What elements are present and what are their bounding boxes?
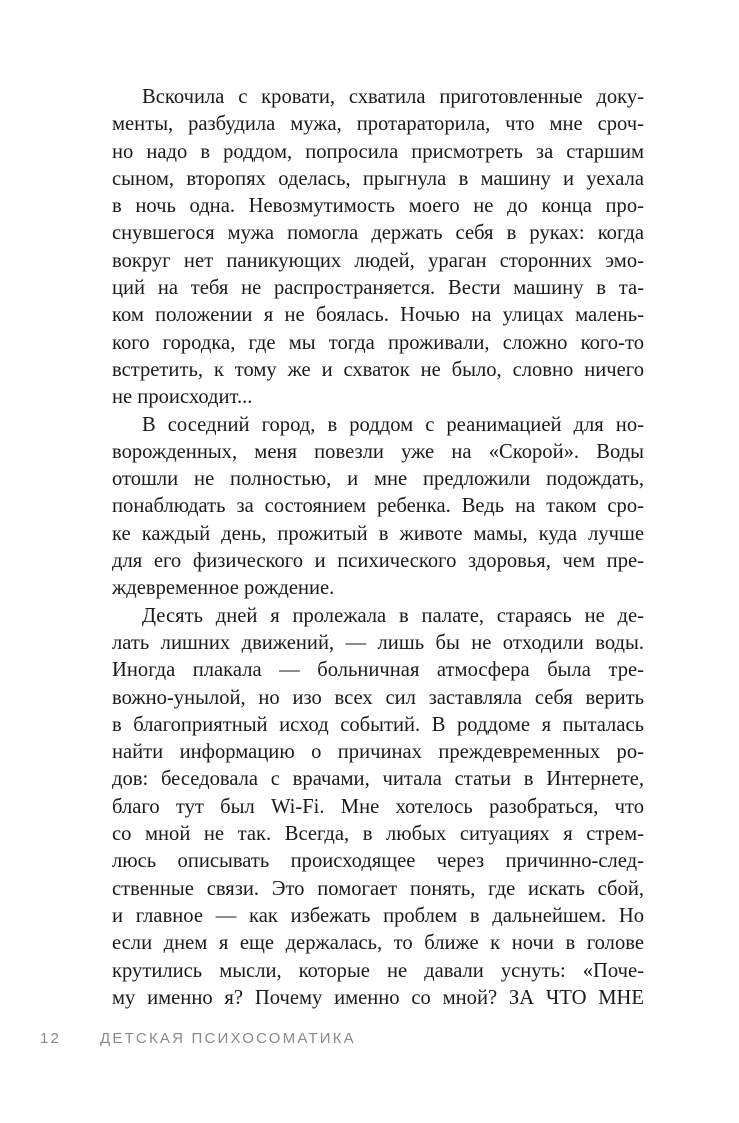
page-footer (40, 1030, 356, 1047)
text-line: и главное — как избежать проблем в дальнейшем. Но (112, 904, 644, 927)
text-line: лать лишних движений, — лишь бы не отходили воды. (112, 631, 644, 654)
text-line: вокруг нет паникующих людей, ураган сторонних эмо- (112, 249, 644, 272)
page-number: 12 (40, 1030, 62, 1047)
text-line: снувшегося мужа помогла держать себя в руках: когда (112, 222, 644, 245)
text-line: ций на тебя не распространяется. Вести машину в та- (112, 277, 644, 300)
text-line: менты, разбудила мужа, протараторила, что мне сроч- (112, 113, 644, 136)
text-line: В соседний город, в роддом с реанимацией для но- (142, 413, 644, 436)
text-line: люсь описывать происходящее через причинно-след- (112, 850, 644, 873)
text-line: ке каждый день, прожитый в животе мамы, куда лучше (112, 522, 644, 545)
text-line: кого городка, где мы тогда проживали, сложно кого-то (112, 331, 644, 354)
text-line: ждевременное рождение. (112, 577, 335, 600)
text-line: Десять дней я пролежала в палате, стараясь не де- (142, 604, 644, 627)
text-line: сыном, второпях оделась, прыгнула в машину и уехала (112, 167, 644, 190)
body-text (112, 84, 644, 1012)
text-line: со мной не так. Всегда, в любых ситуациях я стрем- (112, 823, 644, 846)
text-line: дов: беседовала с врачами, читала статьи в Интернете, (112, 768, 644, 791)
text-line: вожно-унылой, но изо всех сил заставляла себя верить (112, 686, 644, 709)
paragraph (112, 412, 644, 603)
text-line: ворожденных, меня повезли уже на «Скорой». Воды (112, 440, 644, 463)
text-line: в благоприятный исход событий. В роддоме я пыталась (112, 713, 644, 736)
text-line: найти информацию о причинах преждевременных ро- (112, 741, 644, 764)
text-line: но надо в роддом, попросила присмотреть за старшим (112, 140, 644, 163)
paragraph (112, 603, 644, 1012)
text-line: отошли не полностью, и мне предложили подождать, (112, 468, 644, 491)
text-line: ком положении я не боялась. Ночью на улицах малень- (112, 304, 644, 327)
paragraph (112, 84, 644, 412)
text-line: ственные связи. Это помогает понять, где искать сбой, (112, 877, 644, 900)
text-line: Вскочила с кровати, схватила приготовленные доку- (142, 86, 644, 108)
text-line: Иногда плакала — больничная атмосфера была тре- (112, 659, 644, 682)
text-line: понаблюдать за состоянием ребенка. Ведь на таком сро- (112, 495, 644, 518)
text-line: если днем я еще держалась, то ближе к ночи в голове (112, 932, 644, 955)
text-line: не происходит... (112, 386, 253, 409)
text-line: встретить, к тому же и схваток не было, словно ничего (112, 358, 644, 381)
running-title: ДЕТСКАЯ ПСИХОСОМАТИКА (100, 1030, 356, 1047)
text-line: благо тут был Wi-Fi. Мне хотелось разобраться, что (112, 795, 644, 818)
text-line: му именно я? Почему именно со мной? ЗА ЧТО МНЕ (112, 986, 644, 1009)
text-line: для его физического и психического здоровья, чем пре- (112, 550, 644, 573)
text-line: в ночь одна. Невозмутимость моего не до конца про- (112, 195, 644, 218)
text-line: крутились мысли, которые не давали уснуть: «Поче- (112, 959, 644, 982)
